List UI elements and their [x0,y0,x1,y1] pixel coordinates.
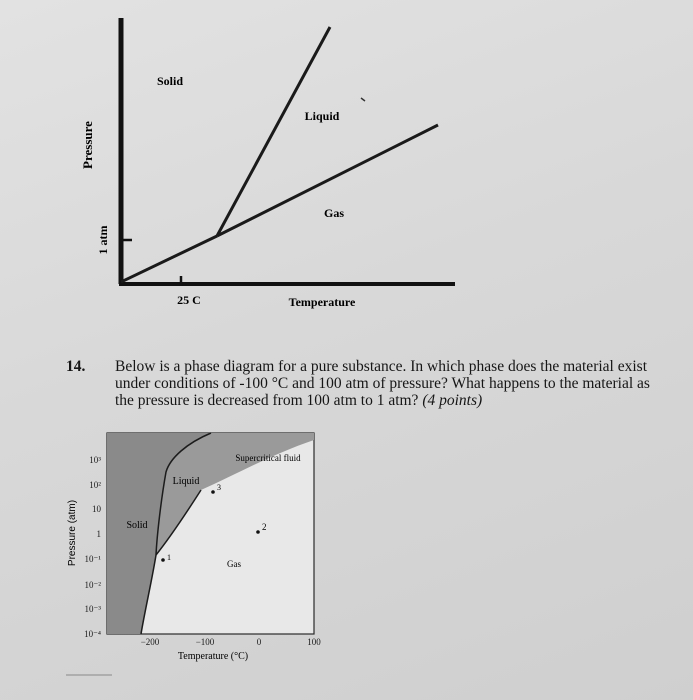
d1-y-tick-label: 1 atm [96,225,110,255]
d1-solid-liquid-boundary [217,27,330,236]
d2-region-solid: Solid [126,520,148,531]
d2-y-tick: 10⁻² [84,580,101,590]
d2-point-1 [161,558,165,562]
question-points: (4 points) [422,392,483,409]
d2-point-3 [211,490,215,494]
d2-y-tick: 10² [89,480,101,490]
d2-region-supercritical: Supercritical fluid [235,453,301,463]
d2-y-tick: 10⁻³ [84,604,101,614]
d2-region-gas: Gas [227,559,241,569]
d2-y-tick: 10⁻¹ [84,554,101,564]
d2-y-axis-label: Pressure (atm) [67,499,78,567]
d1-region-liquid: Liquid [304,109,340,123]
d1-stray-mark [361,98,365,101]
d2-x-tick: 0 [256,637,262,647]
d1-region-solid: Solid [156,74,184,88]
d1-y-axis-label: Pressure [80,121,95,169]
question-text [115,358,660,409]
d2-point-3-label: 3 [217,483,221,492]
d1-solid-gas-boundary [121,236,217,282]
d2-x-tick: −100 [195,637,215,647]
d2-y-tick: 10³ [89,455,101,465]
d2-point-2-label: 2 [262,522,267,532]
d2-x-tick: 100 [307,637,321,647]
d2-y-tick: 10⁻⁴ [84,629,101,639]
d2-y-tick: 1 [96,529,101,539]
d2-point-2 [256,530,260,534]
question-prompt: Below is a phase diagram for a pure substance. In which phase does the material exist under conditions of -100 °C and 100 atm of pressure? What happens to the material as the pressure is decreased from 100 atm to 1 atm? [115,358,650,409]
d1-x-tick-label: 25 C [177,293,201,307]
d2-x-tick: −200 [140,637,160,647]
d1-region-gas: Gas [323,206,345,220]
d2-y-tick: 10 [92,504,101,514]
d1-x-axis-label: Temperature [288,295,356,309]
d2-point-1-label: 1 [167,553,171,562]
d2-region-liquid: Liquid [172,476,200,487]
phase-diagram-detailed [67,433,321,662]
question-number: 14. [66,358,86,375]
d2-x-axis-label: Temperature (°C) [177,651,249,662]
